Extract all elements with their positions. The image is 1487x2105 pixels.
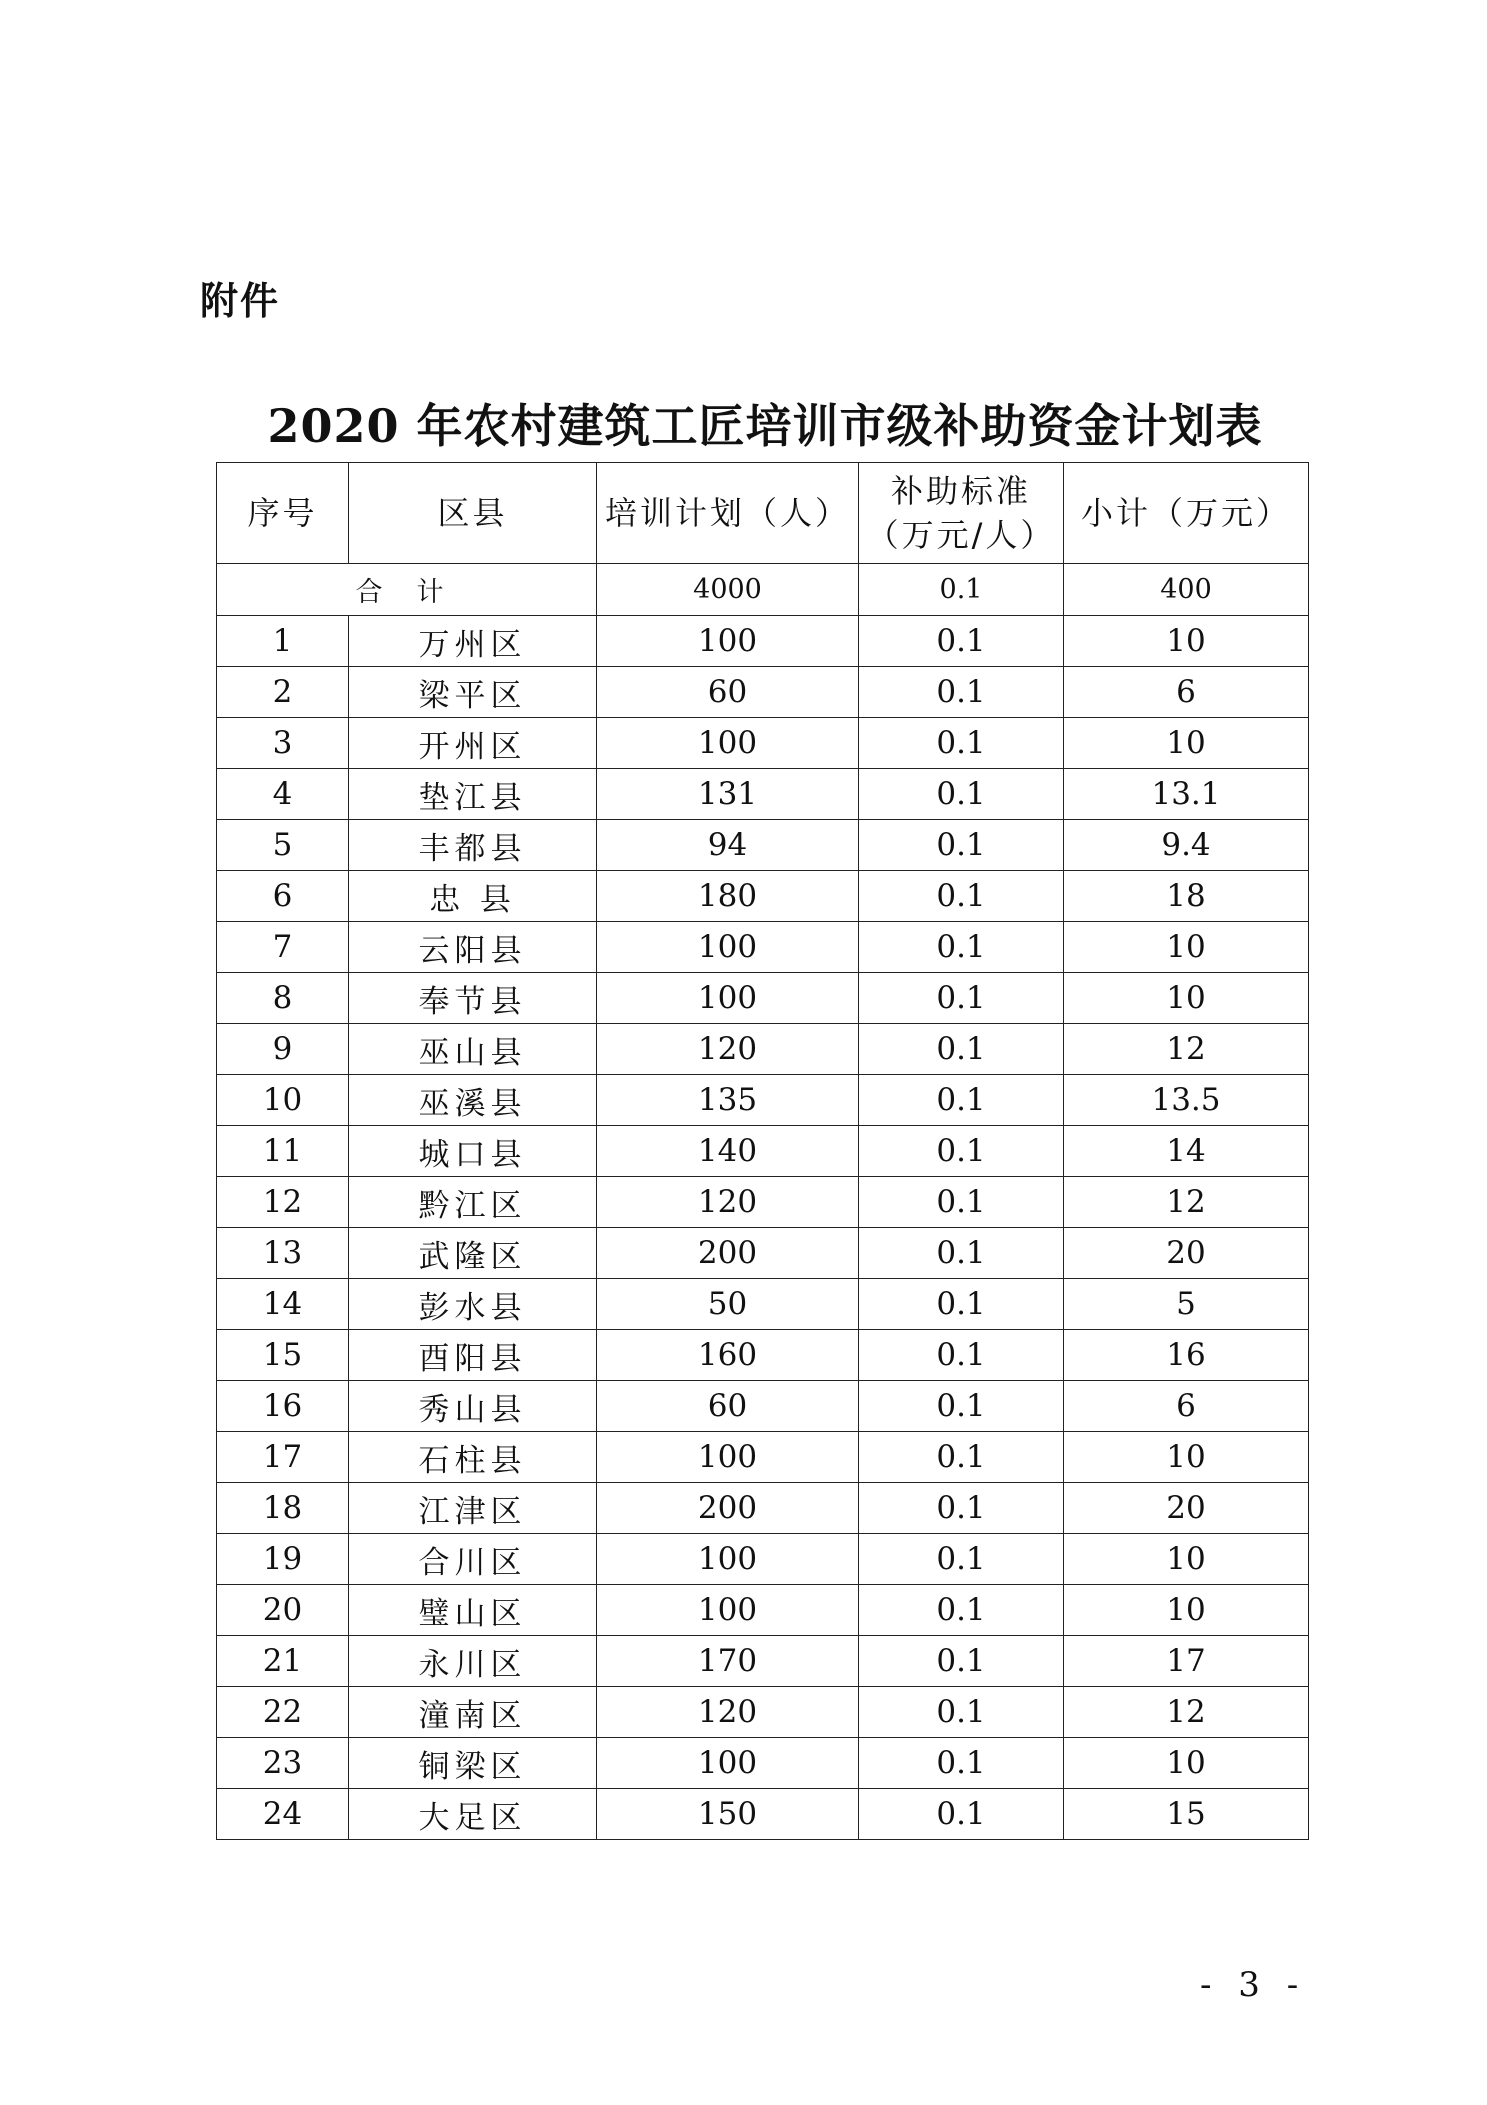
cell-seq: 14 [217,1279,349,1330]
table-row [217,922,1309,973]
cell-subtotal: 10 [1064,1738,1309,1789]
cell-plan: 200 [597,1228,859,1279]
cell-seq: 2 [217,667,349,718]
cell-plan: 94 [597,820,859,871]
cell-plan: 180 [597,871,859,922]
table-row [217,1228,1309,1279]
cell-standard: 0.1 [859,1789,1064,1840]
cell-seq: 19 [217,1534,349,1585]
header-standard-line1: 补助标准 [890,472,1031,510]
cell-county: 巫溪县 [349,1075,597,1126]
table-row [217,1432,1309,1483]
cell-county: 垫江县 [349,769,597,820]
table-row [217,769,1309,820]
table-row [217,718,1309,769]
cell-subtotal: 14 [1064,1126,1309,1177]
cell-seq: 7 [217,922,349,973]
cell-standard: 0.1 [859,616,1064,667]
attachment-label: 附件 [200,279,281,323]
cell-county: 秀山县 [349,1381,597,1432]
table-row [217,973,1309,1024]
cell-plan: 50 [597,1279,859,1330]
cell-standard: 0.1 [859,1177,1064,1228]
cell-subtotal: 10 [1064,973,1309,1024]
cell-standard: 0.1 [859,1126,1064,1177]
cell-county: 潼南区 [349,1687,597,1738]
table-row [217,1075,1309,1126]
cell-subtotal: 18 [1064,871,1309,922]
cell-standard: 0.1 [859,718,1064,769]
table-row [217,1636,1309,1687]
cell-standard: 0.1 [859,820,1064,871]
cell-standard: 0.1 [859,769,1064,820]
cell-subtotal: 20 [1064,1228,1309,1279]
cell-plan: 100 [597,973,859,1024]
table-row [217,1330,1309,1381]
cell-standard: 0.1 [859,1687,1064,1738]
total-label: 合计 [217,564,597,616]
cell-standard: 0.1 [859,1483,1064,1534]
table-row [217,1585,1309,1636]
cell-plan: 131 [597,769,859,820]
header-plan: 培训计划（人） [597,463,859,564]
table-body [217,564,1309,1840]
cell-subtotal: 13.5 [1064,1075,1309,1126]
cell-plan: 60 [597,667,859,718]
total-standard: 0.1 [859,564,1064,616]
table-row [217,820,1309,871]
table-row [217,1534,1309,1585]
cell-plan: 100 [597,922,859,973]
cell-standard: 0.1 [859,973,1064,1024]
cell-subtotal: 10 [1064,616,1309,667]
cell-standard: 0.1 [859,1228,1064,1279]
cell-standard: 0.1 [859,1636,1064,1687]
total-row [217,564,1309,616]
cell-county: 万州区 [349,616,597,667]
page-number: - 3 - [1200,1965,1307,2005]
header-standard-line2: （万元/人） [866,516,1056,554]
cell-county: 合川区 [349,1534,597,1585]
table-row [217,1177,1309,1228]
cell-standard: 0.1 [859,1279,1064,1330]
cell-seq: 22 [217,1687,349,1738]
cell-county: 城口县 [349,1126,597,1177]
cell-county: 石柱县 [349,1432,597,1483]
cell-seq: 20 [217,1585,349,1636]
table-row [217,1279,1309,1330]
cell-standard: 0.1 [859,1432,1064,1483]
cell-standard: 0.1 [859,1381,1064,1432]
cell-county: 彭水县 [349,1279,597,1330]
cell-seq: 12 [217,1177,349,1228]
cell-county: 大足区 [349,1789,597,1840]
subsidy-plan-table [216,462,1309,1840]
cell-county: 开州区 [349,718,597,769]
cell-plan: 200 [597,1483,859,1534]
cell-plan: 60 [597,1381,859,1432]
table-row [217,1687,1309,1738]
cell-county: 酉阳县 [349,1330,597,1381]
header-standard [859,463,1064,564]
cell-county: 璧山区 [349,1585,597,1636]
cell-plan: 120 [597,1024,859,1075]
cell-subtotal: 6 [1064,667,1309,718]
cell-subtotal: 10 [1064,1534,1309,1585]
cell-seq: 8 [217,973,349,1024]
cell-subtotal: 6 [1064,1381,1309,1432]
cell-standard: 0.1 [859,1024,1064,1075]
cell-subtotal: 10 [1064,1585,1309,1636]
cell-standard: 0.1 [859,1534,1064,1585]
cell-seq: 13 [217,1228,349,1279]
cell-county: 江津区 [349,1483,597,1534]
total-plan: 4000 [597,564,859,616]
cell-plan: 120 [597,1687,859,1738]
cell-county: 丰都县 [349,820,597,871]
cell-standard: 0.1 [859,871,1064,922]
cell-seq: 18 [217,1483,349,1534]
header-county: 区县 [349,463,597,564]
table-row [217,871,1309,922]
cell-seq: 21 [217,1636,349,1687]
cell-seq: 3 [217,718,349,769]
cell-plan: 100 [597,616,859,667]
table-row [217,1738,1309,1789]
cell-county: 武隆区 [349,1228,597,1279]
cell-plan: 100 [597,718,859,769]
cell-subtotal: 12 [1064,1024,1309,1075]
cell-subtotal: 17 [1064,1636,1309,1687]
cell-county: 奉节县 [349,973,597,1024]
cell-county: 黔江区 [349,1177,597,1228]
cell-standard: 0.1 [859,1585,1064,1636]
cell-plan: 120 [597,1177,859,1228]
cell-plan: 150 [597,1789,859,1840]
cell-subtotal: 10 [1064,1432,1309,1483]
table-row [217,616,1309,667]
cell-subtotal: 16 [1064,1330,1309,1381]
cell-seq: 16 [217,1381,349,1432]
cell-subtotal: 10 [1064,922,1309,973]
cell-standard: 0.1 [859,667,1064,718]
cell-county: 铜梁区 [349,1738,597,1789]
cell-subtotal: 9.4 [1064,820,1309,871]
cell-county: 梁平区 [349,667,597,718]
total-subtotal: 400 [1064,564,1309,616]
cell-plan: 100 [597,1534,859,1585]
cell-seq: 4 [217,769,349,820]
cell-subtotal: 15 [1064,1789,1309,1840]
cell-plan: 170 [597,1636,859,1687]
table-row [217,1483,1309,1534]
cell-plan: 100 [597,1738,859,1789]
cell-subtotal: 12 [1064,1177,1309,1228]
cell-subtotal: 13.1 [1064,769,1309,820]
cell-seq: 10 [217,1075,349,1126]
cell-seq: 9 [217,1024,349,1075]
cell-subtotal: 10 [1064,718,1309,769]
cell-plan: 100 [597,1585,859,1636]
cell-plan: 160 [597,1330,859,1381]
cell-standard: 0.1 [859,1330,1064,1381]
cell-standard: 0.1 [859,922,1064,973]
cell-county: 巫山县 [349,1024,597,1075]
cell-standard: 0.1 [859,1075,1064,1126]
header-subtotal: 小计（万元） [1064,463,1309,564]
table-row [217,1381,1309,1432]
cell-seq: 5 [217,820,349,871]
cell-plan: 135 [597,1075,859,1126]
cell-seq: 24 [217,1789,349,1840]
cell-seq: 6 [217,871,349,922]
table-row [217,667,1309,718]
table-row [217,1789,1309,1840]
table-header [217,463,1309,564]
cell-plan: 140 [597,1126,859,1177]
cell-plan: 100 [597,1432,859,1483]
cell-seq: 11 [217,1126,349,1177]
cell-subtotal: 12 [1064,1687,1309,1738]
table-row [217,1126,1309,1177]
cell-seq: 23 [217,1738,349,1789]
cell-subtotal: 20 [1064,1483,1309,1534]
cell-county: 云阳县 [349,922,597,973]
cell-seq: 1 [217,616,349,667]
cell-seq: 15 [217,1330,349,1381]
cell-county: 永川区 [349,1636,597,1687]
cell-county: 忠 县 [349,871,597,922]
header-seq: 序号 [217,463,349,564]
cell-subtotal: 5 [1064,1279,1309,1330]
document-title: 2020 年农村建筑工匠培训市级补助资金计划表 [267,399,1263,453]
cell-standard: 0.1 [859,1738,1064,1789]
table-row [217,1024,1309,1075]
cell-seq: 17 [217,1432,349,1483]
